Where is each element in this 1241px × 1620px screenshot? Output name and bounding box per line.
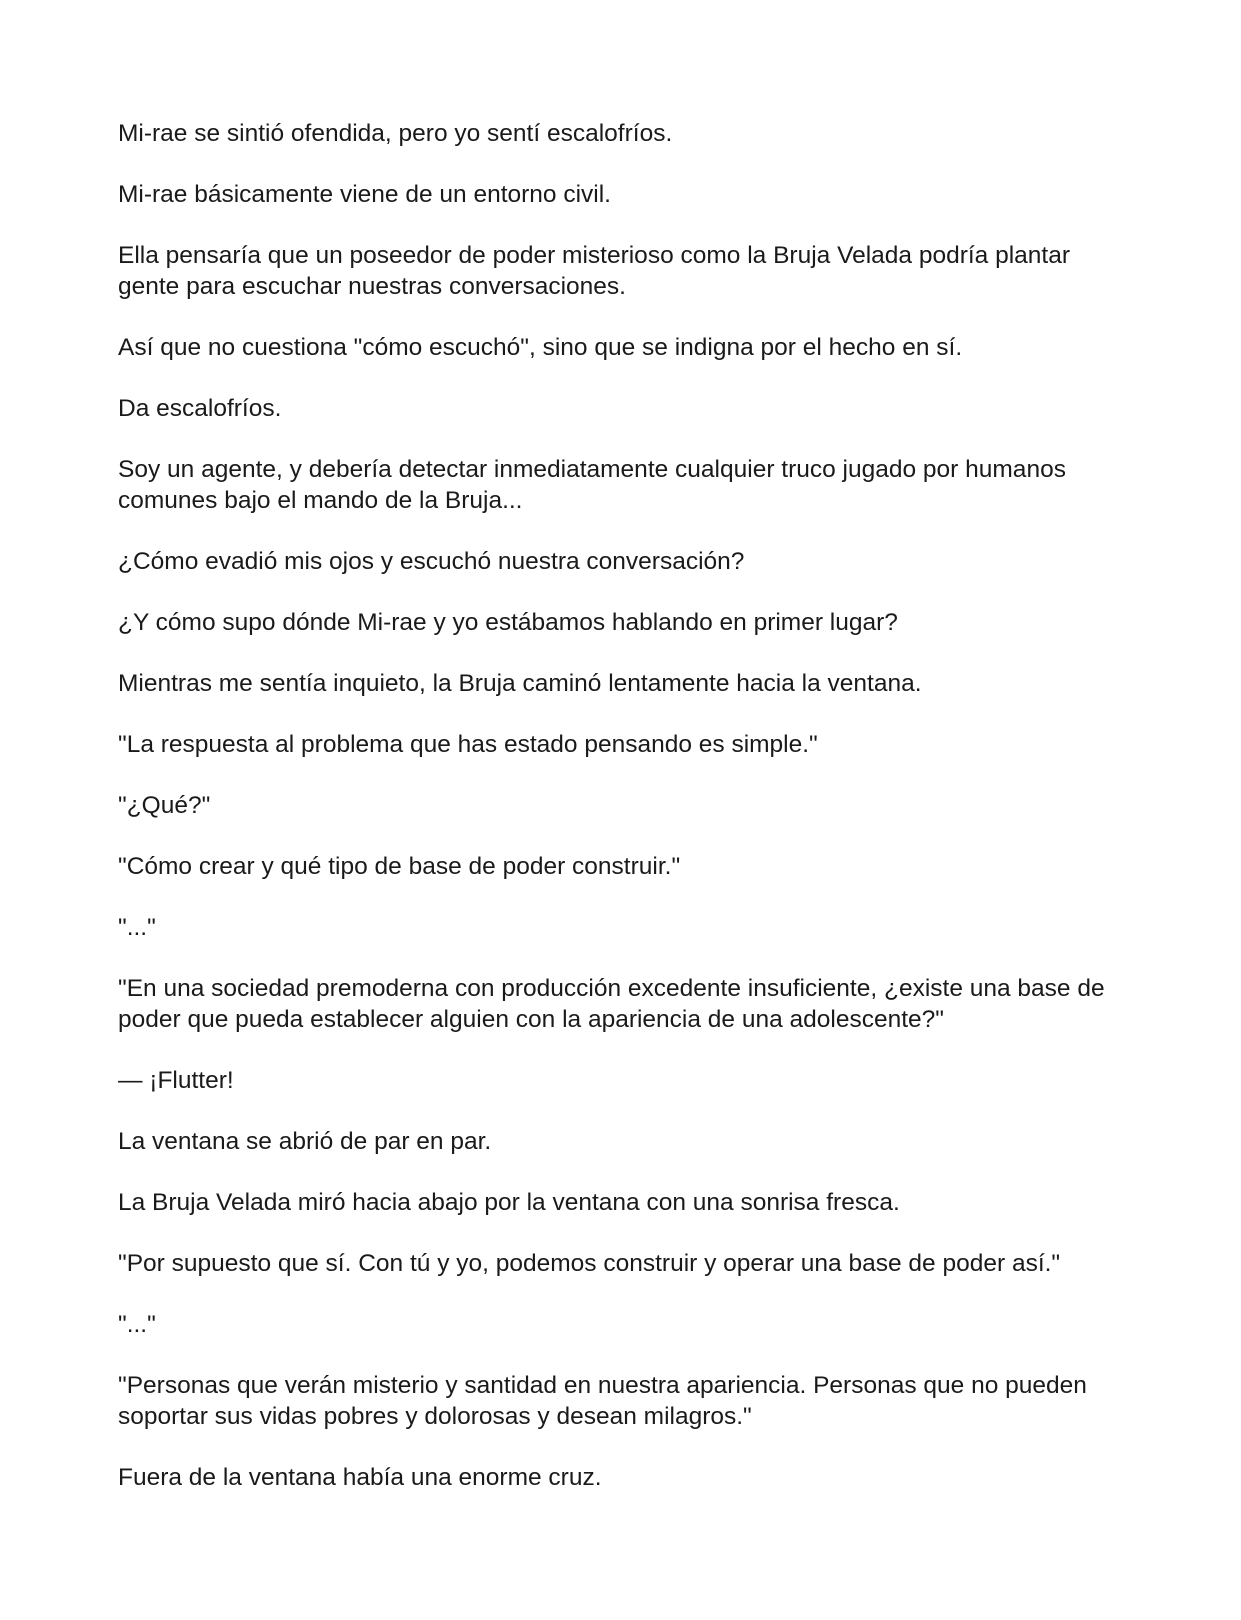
paragraph: "..." bbox=[118, 914, 156, 941]
paragraph: La ventana se abrió de par en par. bbox=[118, 1128, 492, 1155]
paragraph: "Por supuesto que sí. Con tú y yo, podemos construir y operar una base de poder así." bbox=[118, 1250, 1061, 1277]
paragraph: Da escalofríos. bbox=[118, 395, 282, 422]
paragraph: "¿Qué?" bbox=[118, 792, 211, 819]
paragraph: "La respuesta al problema que has estado pensando es simple." bbox=[118, 731, 818, 758]
paragraph: — ¡Flutter! bbox=[118, 1067, 234, 1094]
paragraph: Ella pensaría que un poseedor de poder misterioso como la Bruja Velada podría plantar gente para escuchar nuestras conversaciones. bbox=[118, 242, 1071, 300]
paragraph: "Cómo crear y qué tipo de base de poder construir." bbox=[118, 853, 681, 880]
paragraph: La Bruja Velada miró hacia abajo por la ventana con una sonrisa fresca. bbox=[118, 1189, 900, 1216]
paragraph: Mientras me sentía inquieto, la Bruja caminó lentamente hacia la ventana. bbox=[118, 670, 922, 697]
body-text bbox=[118, 118, 1118, 1523]
paragraph: ¿Cómo evadió mis ojos y escuchó nuestra conversación? bbox=[118, 548, 745, 575]
paragraph: "..." bbox=[118, 1311, 156, 1338]
paragraph: Así que no cuestiona "cómo escuchó", sino que se indigna por el hecho en sí. bbox=[118, 334, 963, 361]
paragraph: Mi-rae básicamente viene de un entorno civil. bbox=[118, 181, 611, 208]
paragraph: ¿Y cómo supo dónde Mi-rae y yo estábamos hablando en primer lugar? bbox=[118, 609, 898, 636]
paragraph: "En una sociedad premoderna con producción excedente insuficiente, ¿existe una base de poder que pueda establecer alguien con la apariencia de una adolescente?" bbox=[118, 975, 1105, 1033]
paragraph: Fuera de la ventana había una enorme cruz. bbox=[118, 1464, 602, 1491]
paragraph: "Personas que verán misterio y santidad en nuestra apariencia. Personas que no pueden soportar sus vidas pobres y dolorosas y desean milagros." bbox=[118, 1372, 1087, 1430]
paragraph: Mi-rae se sintió ofendida, pero yo sentí escalofríos. bbox=[118, 120, 673, 147]
paragraph: Soy un agente, y debería detectar inmediatamente cualquier truco jugado por humanos comunes bajo el mando de la Bruja... bbox=[118, 456, 1066, 514]
